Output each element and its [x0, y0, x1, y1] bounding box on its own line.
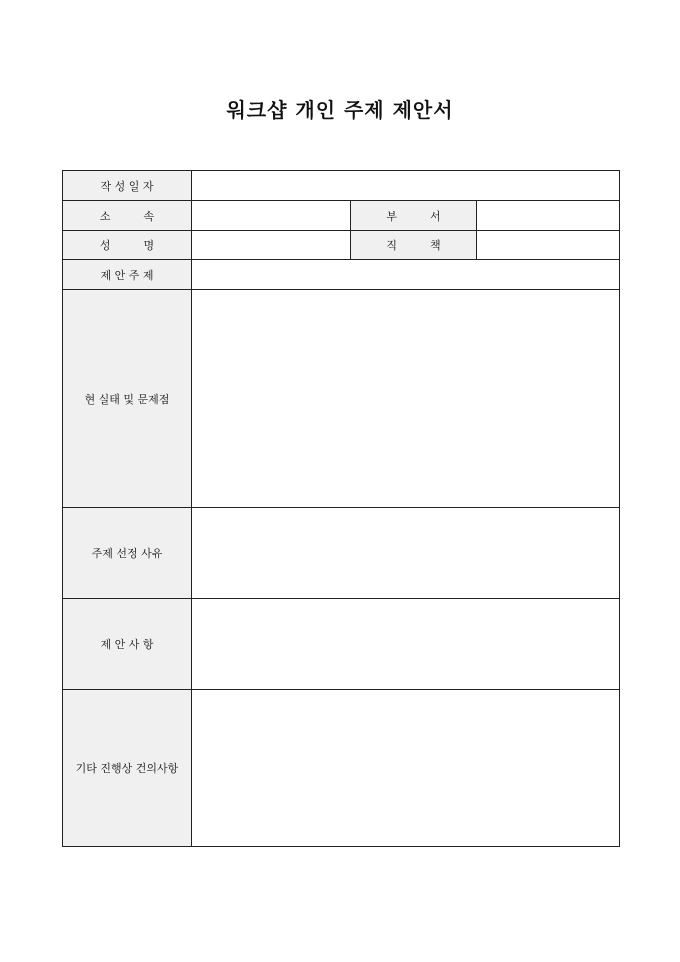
- proposal-form-table: [62, 170, 620, 847]
- row-date: [63, 171, 620, 201]
- row-topic: [63, 260, 620, 290]
- row-affiliation: [63, 201, 620, 231]
- other-field[interactable]: [192, 690, 620, 847]
- topic-label: 제 안 주 제: [63, 260, 192, 290]
- current-status-field[interactable]: [192, 290, 620, 508]
- row-name: [63, 231, 620, 260]
- topic-field[interactable]: [192, 260, 620, 290]
- other-label: 기타 진행상 건의사항: [63, 690, 192, 847]
- position-label: 직 책: [351, 231, 477, 260]
- document-title: 워크샵 개인 주제 제안서: [226, 98, 454, 122]
- proposal-label: 제 안 사 항: [63, 599, 192, 690]
- affiliation-field[interactable]: [192, 201, 351, 231]
- row-proposal: [63, 599, 620, 690]
- row-other: [63, 690, 620, 847]
- current-status-label: 현 실태 및 문제점: [63, 290, 192, 508]
- row-current-status: [63, 290, 620, 508]
- department-label: 부 서: [351, 201, 477, 231]
- proposal-field[interactable]: [192, 599, 620, 690]
- date-label: 작 성 일 자: [63, 171, 192, 201]
- department-field[interactable]: [477, 201, 620, 231]
- name-field[interactable]: [192, 231, 351, 260]
- position-field[interactable]: [477, 231, 620, 260]
- topic-reason-label: 주제 선정 사유: [63, 508, 192, 599]
- date-field[interactable]: [192, 171, 620, 201]
- topic-reason-field[interactable]: [192, 508, 620, 599]
- row-topic-reason: [63, 508, 620, 599]
- affiliation-label: 소 속: [63, 201, 192, 231]
- name-label: 성 명: [63, 231, 192, 260]
